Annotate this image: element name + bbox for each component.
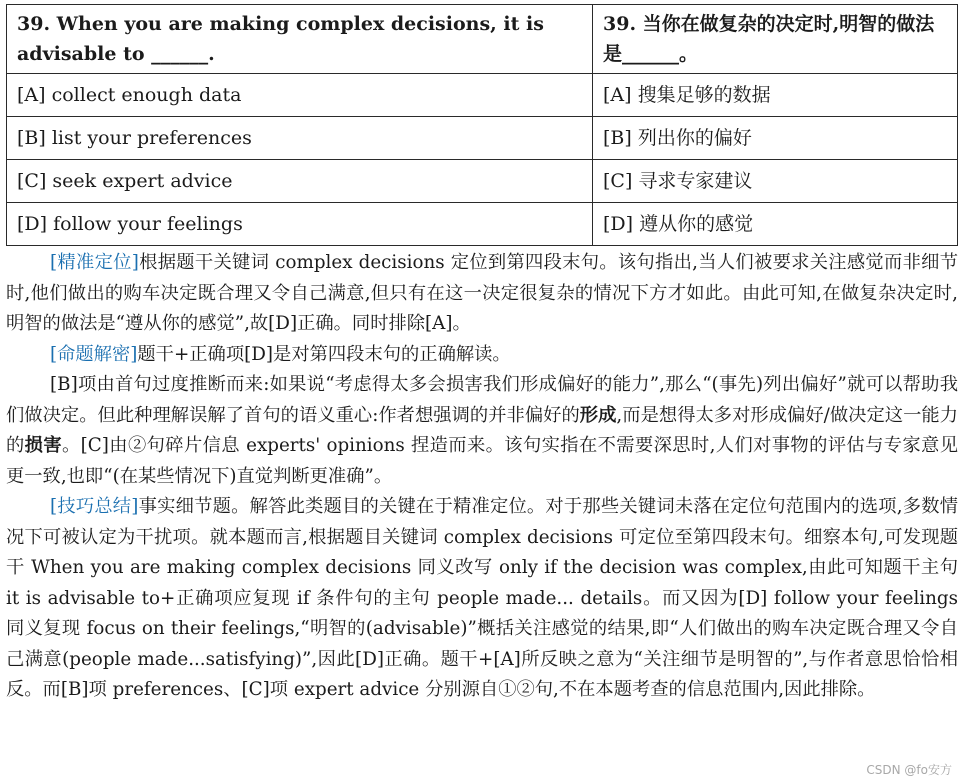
decode-text: 题干+正确项[D]是对第四段末句的正确解读。: [137, 343, 511, 365]
option-c-en: [C] seek expert advice: [7, 160, 593, 203]
analysis-distractor-paragraph: [6, 370, 958, 492]
summary-text: 事实细节题。解答此类题目的关键在于精准定位。对于那些关键词未落在定位句范围内的选项,多数情况下可被认定为干扰项。就本题而言,根据题目关键词 complex decisions 可定位至第四段末句。细察本句,可发现题干 When you are making complex decisions 同义改写 only if the decision was complex,由此可知题干主句 it is advisable to+正确项应复现 if 条件句的主句 people made... details。而又因为[D] follow your feelings 同义复现 focus on their feelings,“明智的(advisable)”概括关注感觉的结果,即“人们做出的购车决定既合理又令自己满意(people made...satisfying)”,因此[D]正确。题干+[A]所反映之意为“关注细节是明智的”,与作者意思恰恰相反。而[B]项 preferences、[C]项 expert advice 分别源自①②句,不在本题考查的信息范围内,因此排除。: [6, 496, 959, 700]
option-row-c: [7, 160, 958, 203]
decode-tag: [命题解密]: [50, 343, 138, 365]
analysis-decode-paragraph: [6, 340, 958, 371]
watermark: CSDN @fo安方: [866, 763, 952, 777]
question-en: 39. When you are making complex decisions, it is advisable to ______.: [7, 5, 593, 74]
analysis-body: [6, 248, 958, 706]
analysis-summary-paragraph: [6, 492, 958, 706]
option-row-d: [7, 203, 958, 246]
summary-tag: [技巧总结]: [50, 496, 139, 517]
option-b-en: [B] list your preferences: [7, 117, 593, 160]
question-table: [6, 4, 958, 246]
option-b-zh: [B] 列出你的偏好: [593, 117, 958, 160]
option-row-a: [7, 74, 958, 117]
option-a-zh: [A] 搜集足够的数据: [593, 74, 958, 117]
distractor-emphasis-damage: 损害: [24, 435, 62, 456]
distractor-text-c: 。[C]由②句碎片信息 experts' opinions 捏造而来。该句实指在不需要深思时,人们对事物的评估与专家意见更一致,也即“(在某些情况下)直觉判断更准确”。: [6, 435, 959, 487]
option-d-zh: [D] 遵从你的感觉: [593, 203, 958, 246]
distractor-text-a: [B]项由首句过度推断而来:如果说“考虑得太多会损害我们形成偏好的能力”,那么“(事先)列出偏好”就可以帮助我们做决定。但此种理解误解了首句的语义重心:作者想强调的并非偏好的: [6, 374, 958, 426]
question-zh: 39. 当你在做复杂的决定时,明智的做法是______。: [593, 5, 958, 74]
analysis-locate-paragraph: [6, 248, 958, 340]
distractor-text-b: ,而是想得太多对形成偏好/做决定这一能力的: [6, 404, 958, 456]
locate-text: 根据题干关键词 complex decisions 定位到第四段末句。该句指出,当人们被要求关注感觉而非细节时,他们做出的购车决定既合理又令自己满意,但只有在这一决定很复杂的情况下方才如此。由此可知,在做复杂决定时,明智的做法是“遵从你的感觉”,故[D]正确。同时排除[A]。: [6, 252, 959, 334]
option-c-zh: [C] 寻求专家建议: [593, 160, 958, 203]
option-d-en: [D] follow your feelings: [7, 203, 593, 246]
question-row: [7, 5, 958, 74]
option-a-en: [A] collect enough data: [7, 74, 593, 117]
option-row-b: [7, 117, 958, 160]
distractor-emphasis-formation: 形成: [579, 404, 617, 426]
locate-tag: [精准定位]: [50, 252, 139, 273]
